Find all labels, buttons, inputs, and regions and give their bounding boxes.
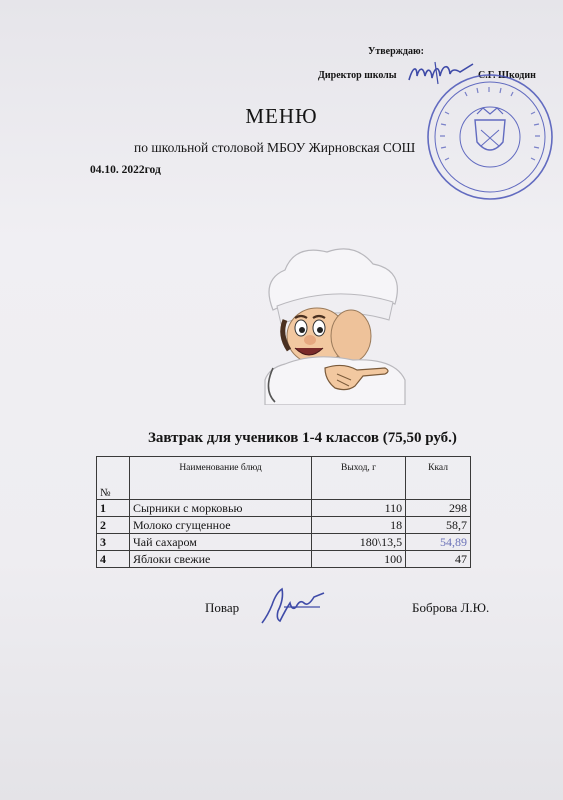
cook-label: Повар <box>205 600 240 615</box>
dish-name: Молоко сгущенное <box>130 517 312 534</box>
dish-kcal: 298 <box>406 500 471 517</box>
dish-name: Яблоки свежие <box>130 551 312 568</box>
col-dish-name: Наименование блюд <box>130 457 312 500</box>
dish-name: Сырники с морковью <box>130 500 312 517</box>
table-row <box>97 517 471 534</box>
row-number: 1 <box>97 500 130 517</box>
director-name: С.Г. Шкодин <box>478 70 536 81</box>
row-number: 3 <box>97 534 130 551</box>
row-number: 2 <box>97 517 130 534</box>
table-row <box>97 534 471 551</box>
dish-kcal: 58,7 <box>406 517 471 534</box>
cook-name: Боброва Л.Ю. <box>412 600 490 615</box>
director-label: Директор школы <box>318 70 397 81</box>
table-header-row <box>97 457 471 500</box>
table-row <box>97 500 471 517</box>
dish-yield: 100 <box>312 551 406 568</box>
meal-title: Завтрак для учеников 1-4 классов (75,50 руб.) <box>148 430 457 446</box>
menu-date: 04.10. 2022год <box>90 164 161 176</box>
dish-kcal: 47 <box>406 551 471 568</box>
dish-yield: 180\13,5 <box>312 534 406 551</box>
dish-name: Чай сахаром <box>130 534 312 551</box>
col-yield: Выход, г <box>312 457 406 500</box>
chef-illustration <box>255 240 415 405</box>
table-row <box>97 551 471 568</box>
col-kcal: Ккал <box>406 457 471 500</box>
dish-kcal: 54,89 <box>406 534 471 551</box>
menu-table <box>96 456 471 568</box>
school-stamp <box>425 72 555 202</box>
dish-yield: 110 <box>312 500 406 517</box>
page-subtitle: по школьной столовой МБОУ Жирновская СОШ <box>134 140 416 155</box>
dish-yield: 18 <box>312 517 406 534</box>
col-number: № <box>97 457 130 500</box>
approve-label: Утверждаю: <box>368 46 424 57</box>
cook-signature <box>258 585 326 627</box>
page-title: МЕНЮ <box>245 104 318 128</box>
row-number: 4 <box>97 551 130 568</box>
